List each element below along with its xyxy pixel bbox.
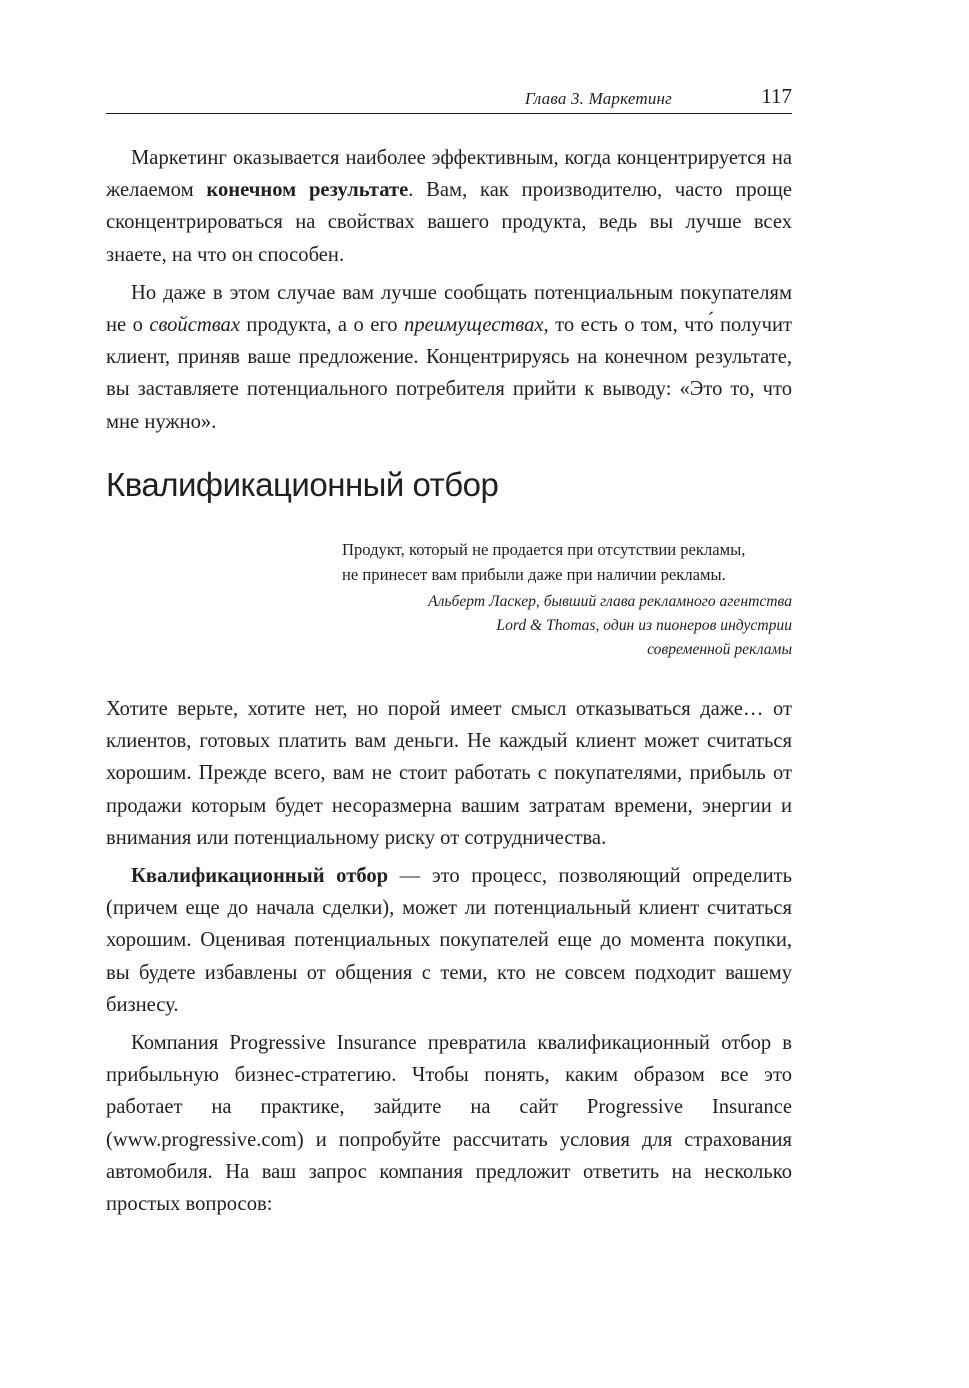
text-run: Маркетинг оказывается наиболее эффективным, когда концентрируется на желаемом (106, 147, 792, 202)
section-text (106, 693, 792, 1226)
section-heading: Квалификационный отбор (106, 466, 499, 503)
paragraph (106, 277, 792, 438)
paragraph: Компания Progressive Insurance превратила квалификационный отбор в прибыльную бизнес-стратегию. Чтобы понять, каким образом все это работает на практике, зайдите на сайт Progressive Insurance (www.progressive.com) и попробуйте рассчитать условия для страхования автомобиля. На ваш запрос компания предложит ответить на несколько простых вопросов: (106, 1032, 792, 1216)
author-line: Альберт Ласкер, бывший глава рекламного агентства (428, 593, 792, 610)
book-page (106, 0, 792, 1388)
epigraph (342, 537, 792, 662)
running-head (106, 80, 792, 114)
quote-line: Продукт, который не продается при отсутствии рекламы, (342, 540, 746, 559)
paragraph (106, 860, 792, 1021)
bold-term: конечном результате (206, 179, 409, 202)
bold-term: Квалификационный отбор (131, 865, 389, 888)
paragraph (106, 142, 792, 271)
author-line: современной рекламы (647, 641, 792, 658)
italic-term: свойствах (149, 314, 240, 337)
chapter-title: Глава 3. Маркетинг (524, 89, 672, 108)
text-run: продукта, а о его (239, 314, 405, 337)
italic-term: преимуществах (404, 314, 544, 337)
quote-line: не принесет вам прибыли даже при наличии рекламы. (342, 565, 726, 584)
intro-text (106, 142, 792, 444)
epigraph-quote (342, 537, 792, 587)
text-run: — это процесс, позволяющий определить (причем еще до начала сделки), может ли потенциальный клиент считаться хорошим. Оценивая потенциальных покупателей еще до момента покупки, вы будете избавлены от общения с теми, кто не совсем подходит вашему бизнесу. (106, 865, 792, 1016)
text-run: , то есть о том, что́ получит клиент, приняв ваше предложение. Концентрируясь на конечном результате, вы заставляете потенциального потребителя прийти к выводу: «Это то, что мне нужно». (106, 314, 792, 433)
paragraph: Хотите верьте, хотите нет, но порой имеет смысл отказываться даже… от клиентов, готовых платить вам деньги. Не каждый клиент может считаться хорошим. Прежде всего, вам не стоит работать с покупателями, прибыль от продажи которым будет несоразмерна вашим затратам времени, энергии и внимания или потенциальному риску от сотрудничества. (106, 698, 792, 849)
text-run: . Вам, как производителю, часто проще сконцентрироваться на свойствах вашего продукта, ведь вы лучше всех знаете, на что он способен. (106, 179, 792, 266)
text-run: Но даже в этом случае вам лучше сообщать потенциальным покупателям не о (106, 281, 792, 337)
page-number: 117 (761, 84, 792, 108)
epigraph-author (342, 590, 792, 662)
author-line: Lord & Thomas, один из пионеров индустрии (496, 617, 792, 634)
